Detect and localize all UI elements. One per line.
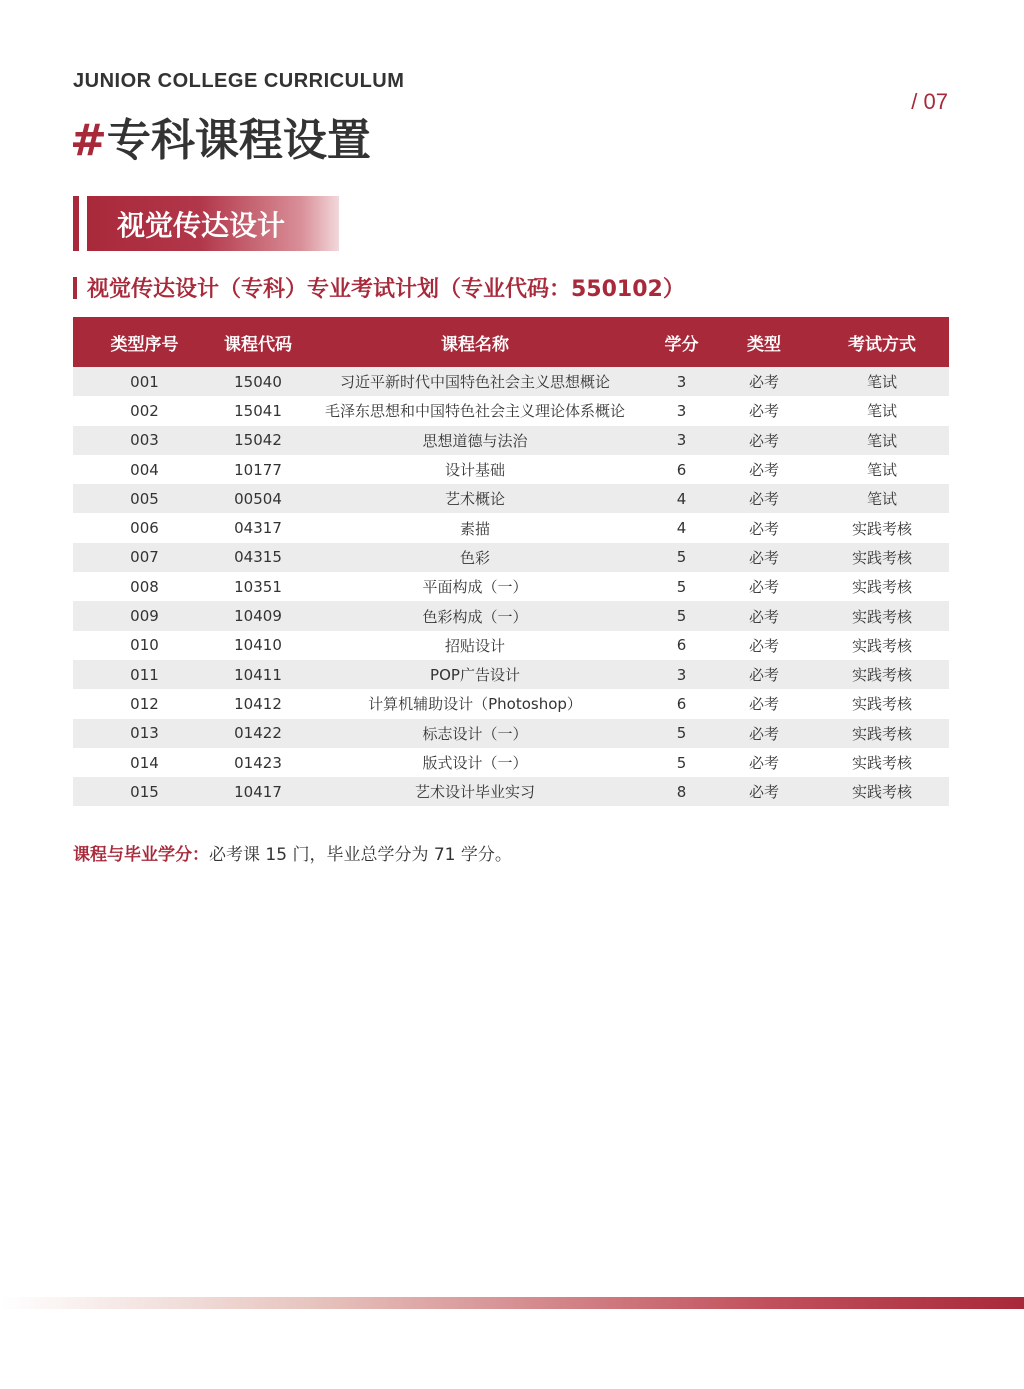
cell-seq: 009 (73, 601, 216, 630)
cell-seq: 005 (73, 484, 216, 513)
cell-name: 计算机辅助设计（Photoshop） (300, 689, 650, 718)
cell-name: 素描 (300, 513, 650, 542)
cell-code: 10177 (216, 455, 300, 484)
table-row (73, 426, 949, 455)
cell-type: 必考 (713, 543, 815, 572)
cell-exam: 实践考核 (815, 601, 949, 630)
cell-seq: 002 (73, 396, 216, 425)
cell-credit: 6 (650, 455, 713, 484)
cell-name: 毛泽东思想和中国特色社会主义理论体系概论 (300, 396, 650, 425)
cell-code: 04315 (216, 543, 300, 572)
cell-seq: 010 (73, 631, 216, 660)
cell-type: 必考 (713, 484, 815, 513)
table-row (73, 689, 949, 718)
table-row (73, 513, 949, 542)
subtitle-accent-bar (73, 277, 77, 299)
cell-exam: 实践考核 (815, 543, 949, 572)
cell-type: 必考 (713, 689, 815, 718)
cell-exam: 实践考核 (815, 719, 949, 748)
cell-credit: 8 (650, 777, 713, 806)
cell-credit: 5 (650, 572, 713, 601)
cell-code: 15040 (216, 367, 300, 396)
cell-credit: 3 (650, 367, 713, 396)
page-title (70, 104, 371, 168)
cell-credit: 3 (650, 660, 713, 689)
cell-code: 10411 (216, 660, 300, 689)
cell-type: 必考 (713, 572, 815, 601)
header-type: 类型 (713, 317, 815, 367)
summary-text: 必考课 15 门，毕业总学分为 71 学分。 (209, 845, 512, 865)
section-banner (73, 196, 339, 251)
cell-type: 必考 (713, 777, 815, 806)
table-row (73, 777, 949, 806)
cell-code: 00504 (216, 484, 300, 513)
cell-name: 习近平新时代中国特色社会主义思想概论 (300, 367, 650, 396)
subtitle-text: 视觉传达设计（专科）专业考试计划（专业代码：550102） (87, 277, 685, 302)
cell-exam: 实践考核 (815, 748, 949, 777)
cell-seq: 012 (73, 689, 216, 718)
cell-credit: 6 (650, 689, 713, 718)
cell-credit: 3 (650, 426, 713, 455)
cell-name: 版式设计（一） (300, 748, 650, 777)
cell-code: 01423 (216, 748, 300, 777)
cell-seq: 015 (73, 777, 216, 806)
cell-credit: 6 (650, 631, 713, 660)
cell-code: 15041 (216, 396, 300, 425)
cell-name: 色彩 (300, 543, 650, 572)
cell-seq: 003 (73, 426, 216, 455)
english-header: JUNIOR COLLEGE CURRICULUM (73, 70, 405, 92)
cell-credit: 5 (650, 543, 713, 572)
cell-type: 必考 (713, 426, 815, 455)
cell-code: 10351 (216, 572, 300, 601)
cell-exam: 笔试 (815, 484, 949, 513)
table-row (73, 396, 949, 425)
bottom-decor-bar (0, 1297, 1024, 1309)
header-credit: 学分 (650, 317, 713, 367)
cell-exam: 实践考核 (815, 660, 949, 689)
table-row (73, 367, 949, 396)
table-row (73, 455, 949, 484)
cell-exam: 实践考核 (815, 631, 949, 660)
cell-credit: 4 (650, 484, 713, 513)
cell-seq: 001 (73, 367, 216, 396)
table-row (73, 631, 949, 660)
table-row (73, 484, 949, 513)
table-row (73, 572, 949, 601)
cell-exam: 实践考核 (815, 689, 949, 718)
table-row (73, 748, 949, 777)
cell-exam: 笔试 (815, 455, 949, 484)
header-seq: 类型序号 (73, 317, 216, 367)
cell-code: 10409 (216, 601, 300, 630)
curriculum-table (73, 317, 949, 806)
table-body (73, 367, 949, 806)
table-row (73, 660, 949, 689)
summary-line (73, 840, 512, 865)
cell-code: 01422 (216, 719, 300, 748)
hash-mark: # (70, 115, 107, 166)
summary-label: 课程与毕业学分： (73, 845, 209, 865)
cell-type: 必考 (713, 601, 815, 630)
cell-seq: 014 (73, 748, 216, 777)
cell-type: 必考 (713, 660, 815, 689)
cell-exam: 笔试 (815, 426, 949, 455)
section-subtitle (73, 272, 685, 303)
cell-seq: 011 (73, 660, 216, 689)
cell-exam: 实践考核 (815, 777, 949, 806)
cell-name: 标志设计（一） (300, 719, 650, 748)
cell-seq: 004 (73, 455, 216, 484)
table-row (73, 543, 949, 572)
cell-exam: 实践考核 (815, 572, 949, 601)
cell-credit: 5 (650, 748, 713, 777)
header-code: 课程代码 (216, 317, 300, 367)
cell-credit: 4 (650, 513, 713, 542)
cell-code: 10410 (216, 631, 300, 660)
cell-type: 必考 (713, 631, 815, 660)
cell-name: 平面构成（一） (300, 572, 650, 601)
cell-name: 思想道德与法治 (300, 426, 650, 455)
cell-type: 必考 (713, 455, 815, 484)
cell-code: 10417 (216, 777, 300, 806)
cell-seq: 008 (73, 572, 216, 601)
header-exam: 考试方式 (815, 317, 949, 367)
cell-type: 必考 (713, 396, 815, 425)
cell-credit: 3 (650, 396, 713, 425)
table-row (73, 719, 949, 748)
cell-type: 必考 (713, 748, 815, 777)
cell-code: 15042 (216, 426, 300, 455)
cell-type: 必考 (713, 367, 815, 396)
cell-name: POP广告设计 (300, 660, 650, 689)
cell-seq: 013 (73, 719, 216, 748)
cell-type: 必考 (713, 513, 815, 542)
cell-name: 艺术概论 (300, 484, 650, 513)
header-name: 课程名称 (300, 317, 650, 367)
page-number: / 07 (911, 89, 948, 114)
cell-credit: 5 (650, 601, 713, 630)
banner-title: 视觉传达设计 (87, 196, 339, 251)
cell-exam: 笔试 (815, 396, 949, 425)
table-header-row (73, 317, 949, 367)
cell-type: 必考 (713, 719, 815, 748)
cell-seq: 006 (73, 513, 216, 542)
cell-exam: 实践考核 (815, 513, 949, 542)
cell-name: 艺术设计毕业实习 (300, 777, 650, 806)
cell-credit: 5 (650, 719, 713, 748)
cell-code: 04317 (216, 513, 300, 542)
cell-name: 招贴设计 (300, 631, 650, 660)
cell-seq: 007 (73, 543, 216, 572)
page-title-text: 专科课程设置 (106, 115, 371, 166)
table-row (73, 601, 949, 630)
cell-name: 色彩构成（一） (300, 601, 650, 630)
cell-exam: 笔试 (815, 367, 949, 396)
cell-code: 10412 (216, 689, 300, 718)
cell-name: 设计基础 (300, 455, 650, 484)
